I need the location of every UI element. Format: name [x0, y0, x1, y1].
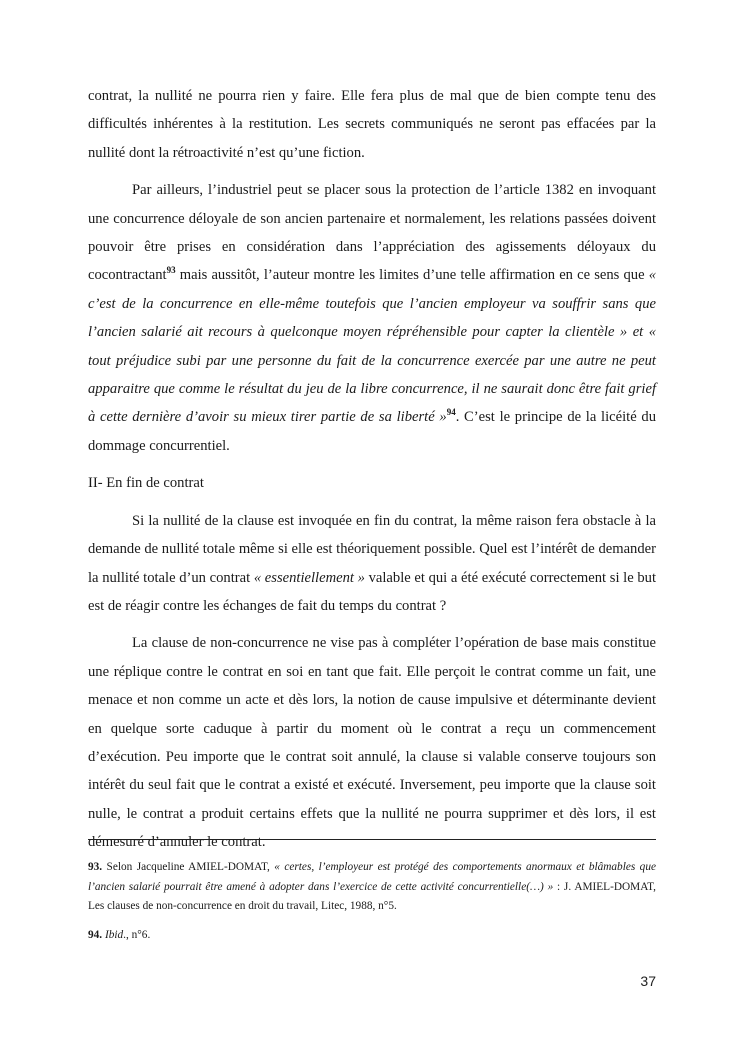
paragraph-3-quote: « essentiellement »	[253, 569, 365, 586]
footnote-ref-94[interactable]: 94	[446, 407, 456, 418]
footnote-93	[88, 858, 656, 917]
footnote-text-a: Selon Jacqueline AMIEL-DOMAT,	[102, 861, 275, 873]
footnote-separator	[88, 839, 656, 840]
page-body	[88, 82, 656, 857]
paragraph-2-text-b: mais aussitôt, l’auteur montre les limites d’une telle affirmation en ce sens que	[175, 267, 649, 284]
paragraph-2-text-a: Par ailleurs, l’industriel peut se placer sous la protection de l’article 1382 en invoquant une concurrence déloyale de son ancien partenaire et normalement, les relations passées doivent pouvoir être prises en considération dans l’appréciation des agissements déloyaux du cocontractant	[88, 182, 656, 284]
footnotes	[88, 858, 656, 945]
footnote-ref-93[interactable]: 93	[166, 265, 176, 276]
paragraph-1: contrat, la nullité ne pourra rien y faire. Elle fera plus de mal que de bien compte tenu des difficultés inhérentes à la restitution. Les secrets communiqués ne seront pas effacées par la nullité dont la rétroactivité n’est qu’une fiction.	[88, 88, 656, 161]
footnote-number: 94.	[88, 928, 103, 941]
paragraph-2-quote: « c’est de la concurrence en elle-même toutefois que l’ancien employeur va souffrir sans que l’ancien salarié ait recours à quelconque moyen répréhensible pour capter la clientèle » et « tout préjudice subi par une personne du fait de la concurrence exercée par une autre ne peut apparaitre que comme le résultat du jeu de la libre concurrence, il ne saurait donc être fait grief à cette dernière d’avoir su mieux tirer partie de sa liberté »	[88, 267, 656, 426]
paragraph-3-text-b: valable et qui a été exécuté correctement si le but est de réagir contre les échanges de fait du temps du contrat ?	[88, 569, 657, 614]
footnote-94	[88, 926, 656, 946]
footnote-quote: Ibid	[104, 928, 124, 941]
paragraph-3	[88, 507, 656, 621]
footnote-quote: « certes, l’employeur est protégé des comportements anormaux et blâmables que l’ancien salarié pourrait être amené à adopter dans l’exercice de cette activité concurrentielle(…) »	[88, 861, 656, 893]
footnote-number: 93.	[88, 861, 103, 873]
paragraph-4: La clause de non-concurrence ne vise pas à compléter l’opération de base mais constitue une réplique contre le contrat en soi en tant que fait. Elle perçoit le contrat comme un fait, une menace et non comme un acte et dès lors, la notion de cause impulsive et déterminante devient en quelque sorte caduque à partir du moment où le contrat a reçu un commencement d’exécution. Peu importe que le contrat soit annulé, la clause si valable conserve toujours son intérêt du seul fait que le contrat a existé et exécuté. Inversement, peu importe que la clause soit nulle, le contrat a produit certains effets que la nullité ne pourra supprimer et dès lors, il est démesuré d’annuler le contrat.	[88, 635, 656, 851]
page-number: 37	[640, 973, 656, 989]
footnote-text-b: : J. AMIEL-DOMAT, Les clauses de non-concurrence en droit du travail, Litec, 1988, n°5.	[88, 880, 657, 912]
paragraph-2-text-c: . C’est le principe de la licéité du dommage concurrentiel.	[88, 409, 657, 454]
footnote-text-b: ., n°6.	[123, 928, 151, 941]
paragraph-3-text-a: Si la nullité de la clause est invoquée en fin du contrat, la même raison fera obstacle à la demande de nullité totale même si elle est théoriquement possible. Quel est l’intérêt de demander la nullité totale d’un contrat	[88, 512, 656, 586]
section-heading: II- En fin de contrat	[88, 475, 204, 492]
paragraph-2	[88, 176, 656, 460]
